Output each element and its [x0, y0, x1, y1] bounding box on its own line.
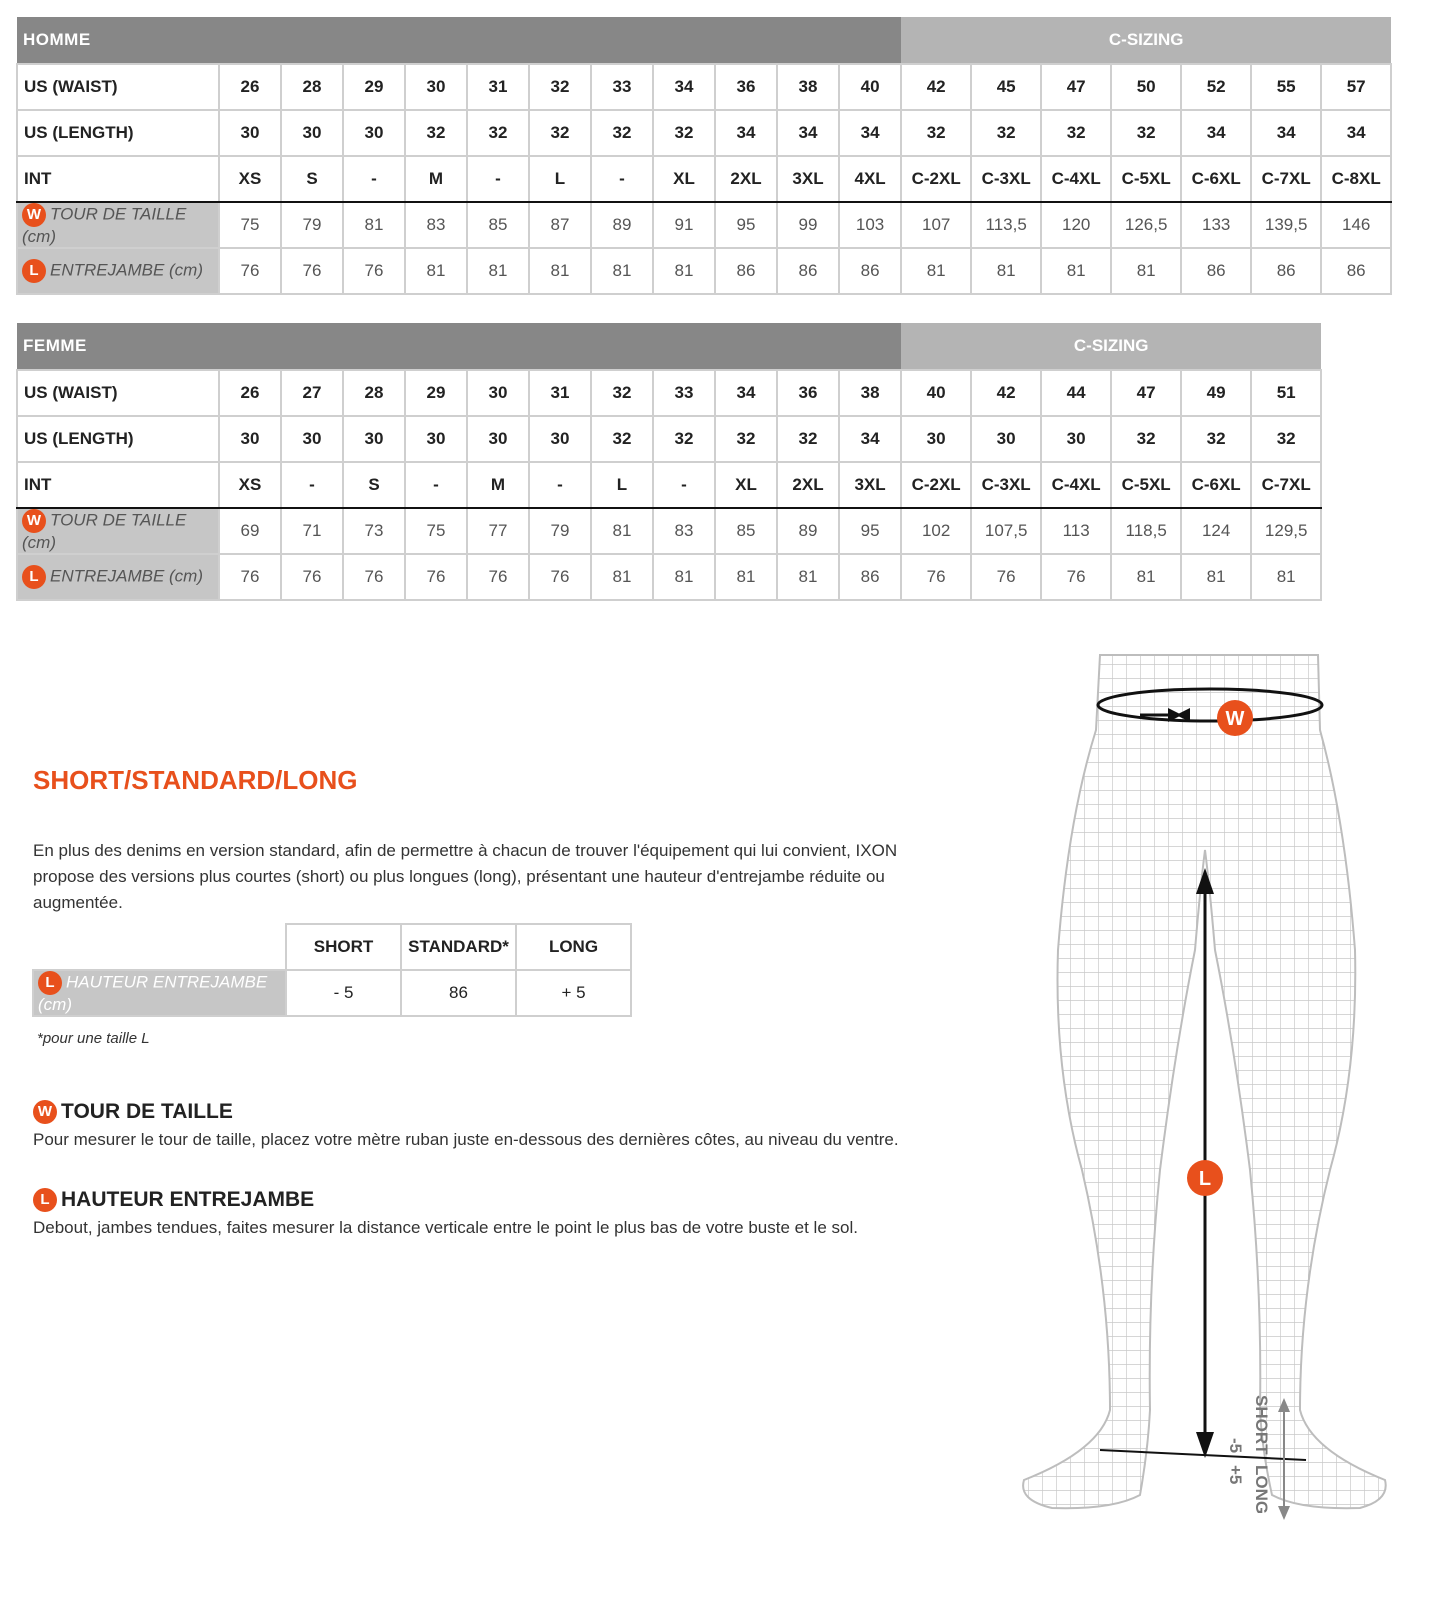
table-cell: 44 [1041, 370, 1111, 416]
table-cell: 30 [343, 416, 405, 462]
table-cell: 83 [405, 202, 467, 248]
table-cell: 28 [343, 370, 405, 416]
table-cell: XL [653, 156, 715, 202]
table-row [17, 110, 1391, 156]
table-cell: 47 [1041, 64, 1111, 110]
table-cell: 2XL [777, 462, 839, 508]
row-label: L ENTREJAMBE (cm) [17, 248, 219, 294]
table-cell: 26 [219, 370, 281, 416]
table-cell: 76 [219, 554, 281, 600]
table-cell: S [281, 156, 343, 202]
table-cell: 30 [405, 416, 467, 462]
table-cell: C-5XL [1111, 156, 1181, 202]
table-cell: 81 [1251, 554, 1321, 600]
table-cell: 118,5 [1111, 508, 1181, 554]
table-cell: 36 [777, 370, 839, 416]
table-cell: - [467, 156, 529, 202]
table-cell: 86 [1321, 248, 1391, 294]
table-cell: 86 [777, 248, 839, 294]
table-cell: 81 [653, 248, 715, 294]
table-cell: 34 [1251, 110, 1321, 156]
table-cell: 91 [653, 202, 715, 248]
table-cell: 81 [343, 202, 405, 248]
table-cell: 76 [1041, 554, 1111, 600]
table-cell: 86 [839, 248, 901, 294]
table-cell: 38 [777, 64, 839, 110]
table-cell: 34 [839, 416, 901, 462]
table-cell: S [343, 462, 405, 508]
femme-title-row [17, 323, 1321, 370]
short-label: SHORT [1252, 1395, 1271, 1455]
table-cell: 89 [777, 508, 839, 554]
table-row [17, 156, 1391, 202]
svg-text:L: L [1198, 1168, 1212, 1190]
table-cell: 31 [467, 64, 529, 110]
femme-size-table [16, 323, 1322, 601]
table-cell: 27 [281, 370, 343, 416]
table-cell: 34 [839, 110, 901, 156]
length-variants-table [32, 923, 632, 1017]
table-cell: 107,5 [971, 508, 1041, 554]
table-cell: 50 [1111, 64, 1181, 110]
table-cell: 32 [405, 110, 467, 156]
table-cell: 3XL [839, 462, 901, 508]
table-cell: 81 [971, 248, 1041, 294]
table-cell: 32 [1111, 110, 1181, 156]
table-cell: 42 [971, 370, 1041, 416]
table-cell: 86 [1251, 248, 1321, 294]
table-cell: C-3XL [971, 156, 1041, 202]
table-cell: C-6XL [1181, 462, 1251, 508]
table-cell: 34 [777, 110, 839, 156]
table-cell: 73 [343, 508, 405, 554]
table-cell: 83 [653, 508, 715, 554]
l-badge-icon: L [22, 565, 46, 589]
table-cell: 34 [1181, 110, 1251, 156]
table-cell: 29 [343, 64, 405, 110]
table-cell: 32 [901, 110, 971, 156]
table-cell: 52 [1181, 64, 1251, 110]
l-badge-icon: L [33, 1188, 57, 1212]
table-cell: 32 [467, 110, 529, 156]
table-cell: 69 [219, 508, 281, 554]
table-cell: 126,5 [1111, 202, 1181, 248]
table-cell: 30 [219, 110, 281, 156]
table-cell: 36 [715, 64, 777, 110]
table-cell: 76 [281, 554, 343, 600]
table-cell: 40 [901, 370, 971, 416]
table-cell: 76 [343, 554, 405, 600]
table-cell: L [529, 156, 591, 202]
row-label: US (WAIST) [17, 370, 219, 416]
table-cell: 32 [653, 416, 715, 462]
table-row [17, 554, 1321, 600]
table-cell: 95 [839, 508, 901, 554]
short-standard-long-heading: SHORT/STANDARD/LONG [33, 765, 358, 795]
table-cell: 107 [901, 202, 971, 248]
table-cell: 133 [1181, 202, 1251, 248]
table-cell: 30 [219, 416, 281, 462]
table-cell: 81 [467, 248, 529, 294]
value-short: - 5 [286, 970, 401, 1016]
table-cell: 76 [529, 554, 591, 600]
inseam-text: Debout, jambes tendues, faites mesurer la distance verticale entre le point le plus bas de votre buste et le sol. [33, 1218, 858, 1237]
table-cell: 34 [653, 64, 715, 110]
table-cell: 89 [591, 202, 653, 248]
table-cell: 79 [281, 202, 343, 248]
table-cell: 99 [777, 202, 839, 248]
femme-csizing-title: C-SIZING [901, 323, 1321, 370]
table-cell: 30 [343, 110, 405, 156]
table-cell: 32 [529, 64, 591, 110]
table-cell: - [653, 462, 715, 508]
table-cell: 34 [715, 370, 777, 416]
table-cell: 86 [715, 248, 777, 294]
l-badge-icon: L [22, 259, 46, 283]
table-cell: - [281, 462, 343, 508]
table-cell: 87 [529, 202, 591, 248]
row-label: W TOUR DE TAILLE (cm) [17, 508, 219, 554]
table-cell: 102 [901, 508, 971, 554]
value-long: + 5 [516, 970, 631, 1016]
table-cell: 31 [529, 370, 591, 416]
table-cell: 76 [405, 554, 467, 600]
table-cell: 30 [467, 416, 529, 462]
table-cell: 81 [591, 248, 653, 294]
header-long: LONG [516, 924, 631, 970]
table-cell: 51 [1251, 370, 1321, 416]
table-row [17, 508, 1321, 554]
table-cell: 45 [971, 64, 1041, 110]
row-label: INT [17, 462, 219, 508]
short-value: -5 [1226, 1438, 1245, 1454]
table-cell: 124 [1181, 508, 1251, 554]
table-row [17, 462, 1321, 508]
table-cell: 81 [1111, 554, 1181, 600]
header-standard: STANDARD* [401, 924, 516, 970]
homme-title-row [17, 17, 1391, 64]
w-badge-icon: W [22, 203, 46, 227]
table-cell: C-7XL [1251, 156, 1321, 202]
table-cell: 81 [1041, 248, 1111, 294]
svg-text:W: W [1225, 708, 1245, 730]
table-cell: 32 [715, 416, 777, 462]
table-cell: 81 [529, 248, 591, 294]
table-cell: 57 [1321, 64, 1391, 110]
table-cell: 79 [529, 508, 591, 554]
table-cell: C-2XL [901, 156, 971, 202]
table-cell: 32 [591, 416, 653, 462]
table-cell: 81 [653, 554, 715, 600]
w-badge-icon: W [22, 509, 46, 533]
table-cell: 146 [1321, 202, 1391, 248]
table-cell: 71 [281, 508, 343, 554]
table-cell: 2XL [715, 156, 777, 202]
table-cell: 34 [1321, 110, 1391, 156]
table-cell: 38 [839, 370, 901, 416]
table-cell: L [591, 462, 653, 508]
long-label: LONG [1252, 1465, 1271, 1515]
row-label: L ENTREJAMBE (cm) [17, 554, 219, 600]
table-cell: 95 [715, 202, 777, 248]
table-cell: XL [715, 462, 777, 508]
table-cell: XS [219, 462, 281, 508]
table-cell: 47 [1111, 370, 1181, 416]
table-cell: C-5XL [1111, 462, 1181, 508]
table-cell: 76 [343, 248, 405, 294]
table-cell: 85 [467, 202, 529, 248]
table-cell: 139,5 [1251, 202, 1321, 248]
table-row [17, 370, 1321, 416]
legs-figure-illustration [1000, 650, 1420, 1530]
table-cell: 30 [901, 416, 971, 462]
table-cell: 30 [405, 64, 467, 110]
table-cell: 30 [1041, 416, 1111, 462]
table-cell: 26 [219, 64, 281, 110]
table-cell: 32 [529, 110, 591, 156]
table-cell: 42 [901, 64, 971, 110]
table-row [17, 248, 1391, 294]
inseam-heading: L HAUTEUR ENTREJAMBE [33, 1188, 314, 1212]
table-row [17, 202, 1391, 248]
l-badge-icon: L [38, 971, 62, 995]
table-cell: 77 [467, 508, 529, 554]
table-cell: 76 [219, 248, 281, 294]
table-cell: 32 [1181, 416, 1251, 462]
table-cell: 32 [971, 110, 1041, 156]
row-label: US (LENGTH) [17, 110, 219, 156]
row-label: US (LENGTH) [17, 416, 219, 462]
footnote: *pour une taille L [37, 1030, 150, 1047]
table-cell: 55 [1251, 64, 1321, 110]
table-cell: 32 [591, 370, 653, 416]
table-cell: 86 [1181, 248, 1251, 294]
table-cell: - [405, 462, 467, 508]
table-cell: 85 [715, 508, 777, 554]
table-cell: C-2XL [901, 462, 971, 508]
table-cell: C-6XL [1181, 156, 1251, 202]
table-cell: 29 [405, 370, 467, 416]
table-cell: 120 [1041, 202, 1111, 248]
femme-title: FEMME [17, 323, 901, 370]
table-cell: 76 [901, 554, 971, 600]
table-cell: 33 [591, 64, 653, 110]
table-cell: 76 [281, 248, 343, 294]
table-cell: 81 [1181, 554, 1251, 600]
table-cell: 103 [839, 202, 901, 248]
table-cell: 30 [467, 370, 529, 416]
table-cell: 81 [591, 508, 653, 554]
table-cell: 34 [715, 110, 777, 156]
table-cell: 30 [281, 110, 343, 156]
table-cell: 76 [467, 554, 529, 600]
waist-text: Pour mesurer le tour de taille, placez votre mètre ruban juste en-dessous des dernières côtes, au niveau du ventre. [33, 1130, 899, 1149]
table-cell: 33 [653, 370, 715, 416]
table-cell: 30 [281, 416, 343, 462]
value-standard: 86 [401, 970, 516, 1016]
row-label: US (WAIST) [17, 64, 219, 110]
table-cell: 32 [1111, 416, 1181, 462]
table-cell: 81 [1111, 248, 1181, 294]
table-cell: 76 [971, 554, 1041, 600]
table-cell: XS [219, 156, 281, 202]
table-cell: 30 [971, 416, 1041, 462]
homme-size-table [16, 17, 1392, 295]
table-cell: 113 [1041, 508, 1111, 554]
waist-heading: W TOUR DE TAILLE [33, 1100, 233, 1124]
table-cell: 81 [591, 554, 653, 600]
intro-text: En plus des denims en version standard, afin de permettre à chacun de trouver l'équipement qui lui convient, IXON propose des versions plus courtes (short) ou plus longues (long), présentant une hauteur d'entrejambe réduite ou augmentée. [33, 841, 898, 912]
table-cell: 30 [529, 416, 591, 462]
long-value: +5 [1226, 1465, 1245, 1485]
row-label: W TOUR DE TAILLE (cm) [17, 202, 219, 248]
table-cell: C-7XL [1251, 462, 1321, 508]
table-cell: 86 [839, 554, 901, 600]
table-cell: C-4XL [1041, 156, 1111, 202]
table-cell: 75 [219, 202, 281, 248]
table-cell: - [591, 156, 653, 202]
table-cell: 81 [901, 248, 971, 294]
table-cell: M [405, 156, 467, 202]
table-cell: 40 [839, 64, 901, 110]
table-row [17, 64, 1391, 110]
w-badge-icon: W [33, 1100, 57, 1124]
table-cell: 4XL [839, 156, 901, 202]
row-label: INT [17, 156, 219, 202]
table-cell: 32 [1251, 416, 1321, 462]
table-cell: 49 [1181, 370, 1251, 416]
table-cell: M [467, 462, 529, 508]
header-short: SHORT [286, 924, 401, 970]
row-label-inseam-height: L HAUTEUR ENTREJAMBE (cm) [33, 970, 286, 1016]
table-cell: 113,5 [971, 202, 1041, 248]
table-cell: 32 [653, 110, 715, 156]
table-cell: 81 [405, 248, 467, 294]
table-cell: 32 [777, 416, 839, 462]
table-cell: 81 [777, 554, 839, 600]
table-cell: C-4XL [1041, 462, 1111, 508]
table-cell: C-3XL [971, 462, 1041, 508]
table-cell: 81 [715, 554, 777, 600]
table-cell: 28 [281, 64, 343, 110]
homme-csizing-title: C-SIZING [901, 17, 1391, 64]
table-cell: 75 [405, 508, 467, 554]
table-cell: 129,5 [1251, 508, 1321, 554]
homme-title: HOMME [17, 17, 901, 64]
table-row [17, 416, 1321, 462]
table-cell: - [529, 462, 591, 508]
table-cell: 3XL [777, 156, 839, 202]
table-cell: 32 [591, 110, 653, 156]
table-cell: C-8XL [1321, 156, 1391, 202]
table-cell: - [343, 156, 405, 202]
table-cell: 32 [1041, 110, 1111, 156]
